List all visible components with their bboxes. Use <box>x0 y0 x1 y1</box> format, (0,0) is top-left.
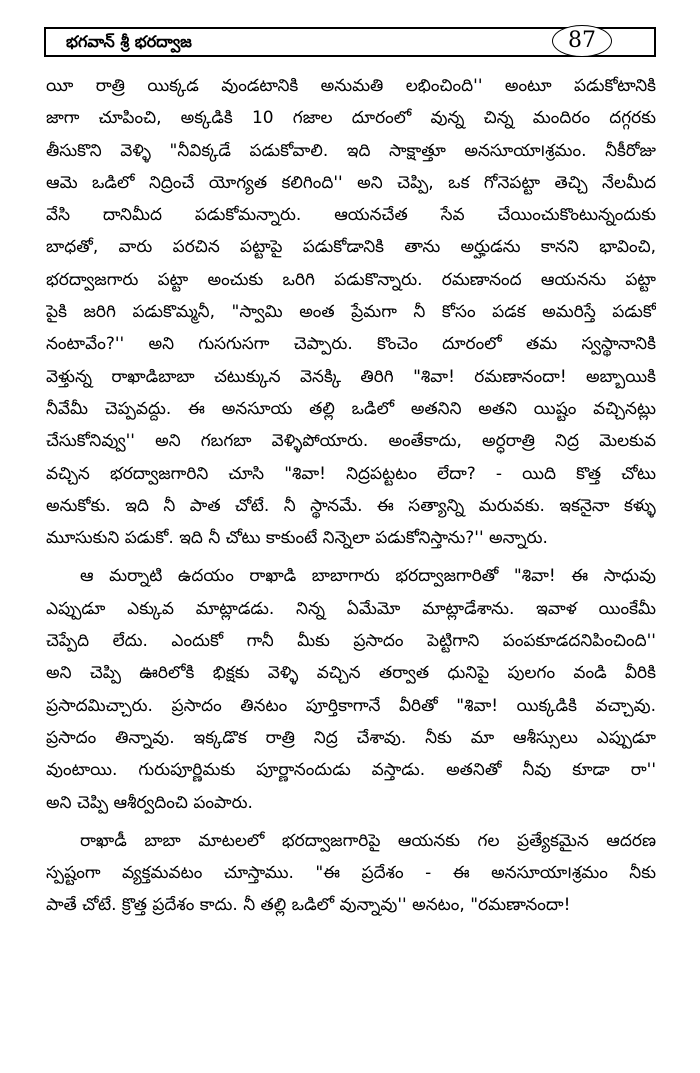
header-bottom-rule <box>44 55 656 57</box>
text-line: యీ రాత్రి యిక్కడ వుండటానికి అనుమతి లభించింది'' అంటూ పడుకోటానికి <box>46 76 656 96</box>
text-line: ప్రసాదం తిన్నావు. ఇక్కడొక రాత్రి నిద్ర చేశావు. నీకు మా ఆశీస్సులు ఎప్పుడూ <box>46 727 656 748</box>
text-line: ఆ మర్నాటి ఉదయం రాఖాడి బాబాగారు భరద్వాజగారితో "శివా! ఈ సాధువు <box>80 566 656 587</box>
text-line: అని చెప్పి ఆశీర్వదించి పంపారు. <box>46 792 253 813</box>
text-line: పైకి జరిగి పడుకొమ్మనీ, "స్వామి అంత ప్రేమగా నీ కోసం పడక అమరిస్తే పడుకో <box>46 302 656 323</box>
paragraph <box>46 70 656 554</box>
text-line: తీసుకొని వెళ్ళి "నీవిక్కడే పడుకోవాలి. ఇది సాక్షాత్తూ అనసూయా౹శ్రమం. నీకీరోజు <box>46 140 656 161</box>
text-line: అని చెప్పి ఊరిలోకి భిక్షకు వెళ్ళి వచ్చిన తర్వాత ధునిపై పులగం వండి వీరికి <box>46 663 656 684</box>
text-line: బాధతో, వారు పరచిన పట్టాపై పడుకోడానికి తాను అర్హుడను కానని భావించి, <box>46 237 656 258</box>
text-line: వేసి దానిమీద పడుకోమన్నారు. ఆయనచేత సేవ చేయించుకొంటున్నందుకు <box>46 205 656 226</box>
text-line: వుంటాయి. గురుపూర్ణిమకు పూర్ణానందుడు వస్తాడు. అతనితో నీవు కూడా రా'' <box>46 760 656 781</box>
text-line: జాగా చూపించి, అక్కడికి 10 గజాల దూరంలో వున్న చిన్న మందిరం దగ్గరకు <box>46 108 656 129</box>
text-line: మూసుకుని పడుకో. ఇది నీ చోటు కాకుంటే నిన్నెలా పడుకోనిస్తాను?'' అన్నారు. <box>46 528 548 549</box>
text-line: ఎప్పుడూ ఎక్కువ మాట్లాడడు. నిన్న ఏమేమో మాట్లాడేశాను. ఇవాళ యింకేమీ <box>46 598 656 619</box>
text-line: పాతే చోటే. క్రొత్త ప్రదేశం కాదు. నీ తల్లి ఒడిలో వున్నావు'' అనటం, "రమణానందా! <box>46 895 571 916</box>
text-line: అనుకోకు. ఇది నీ పాత చోటే. నీ స్థానమే. ఈ సత్యాన్ని మరువకు. ఇకనైనా కళ్ళు <box>46 495 656 516</box>
text-line: నీవేమీ చెప్పవద్దు. ఈ అనసూయ తల్లి ఒడిలో అతనిని అతని యిష్టం వచ్చినట్లు <box>46 398 656 419</box>
text-line: వచ్చిన భరద్వాజగారిని చూసి "శివా! నిద్రపట్టటం లేదా? - యిది కొత్త చోటు <box>46 463 656 484</box>
body-text <box>46 70 656 922</box>
book-title: భగవాన్ శ్రీ భరద్వాజ <box>66 32 192 51</box>
text-line: రాఖాడీ బాబా మాటలలో భరద్వాజగారిపై ఆయనకు గల ప్రత్యేకమైన ఆదరణ <box>80 830 656 851</box>
text-line: ప్రసాదమిచ్చారు. ప్రసాదం తినటం పూర్తికాగానే వీరితో "శివా! యిక్కడికి వచ్చావు. <box>46 695 656 716</box>
text-line: ఆమె ఒడిలో నిద్రించే యోగ్యత కలిగింది'' అని చెప్పి, ఒక గోనెపట్టా తెచ్చి నేలమీద <box>46 172 656 193</box>
header-right-edge <box>654 27 656 57</box>
paragraph <box>46 560 656 818</box>
text-line: నంటావేం?'' అని గుసగుసగా చెప్పారు. కొంచెం దూరంలో తమ స్వస్థానానికి <box>46 334 656 355</box>
text-line: చేసుకోనివ్వు'' అని గబగబా వెళ్ళిపోయారు. అంతేకాదు, అర్ధరాత్రి నిద్ర మెలకువ <box>46 431 656 452</box>
page-number: 87 <box>552 25 612 57</box>
paragraph <box>46 825 656 922</box>
header-left-edge <box>44 27 46 57</box>
text-line: చెప్పేది లేదు. ఎందుకో గానీ మీకు ప్రసాదం పెట్టిగాని పంపకూడదనిపించింది'' <box>46 631 656 652</box>
text-line: భరద్వాజగారు పట్టా అంచుకు ఒరిగి పడుకొన్నారు. రమణానంద ఆయనను పట్టా <box>46 269 656 290</box>
text-line: స్పష్టంగా వ్యక్తమవటం చూస్తాము. "ఈ ప్రదేశం - ఈ అనసూయా౹శ్రమం నీకు <box>46 863 656 884</box>
running-header <box>44 27 656 57</box>
text-line: వెళ్తున్న రాఖాడిబాబా చటుక్కున వెనక్కి తిరిగి "శివా! రమణానందా! అబ్బాయికి <box>46 366 656 387</box>
